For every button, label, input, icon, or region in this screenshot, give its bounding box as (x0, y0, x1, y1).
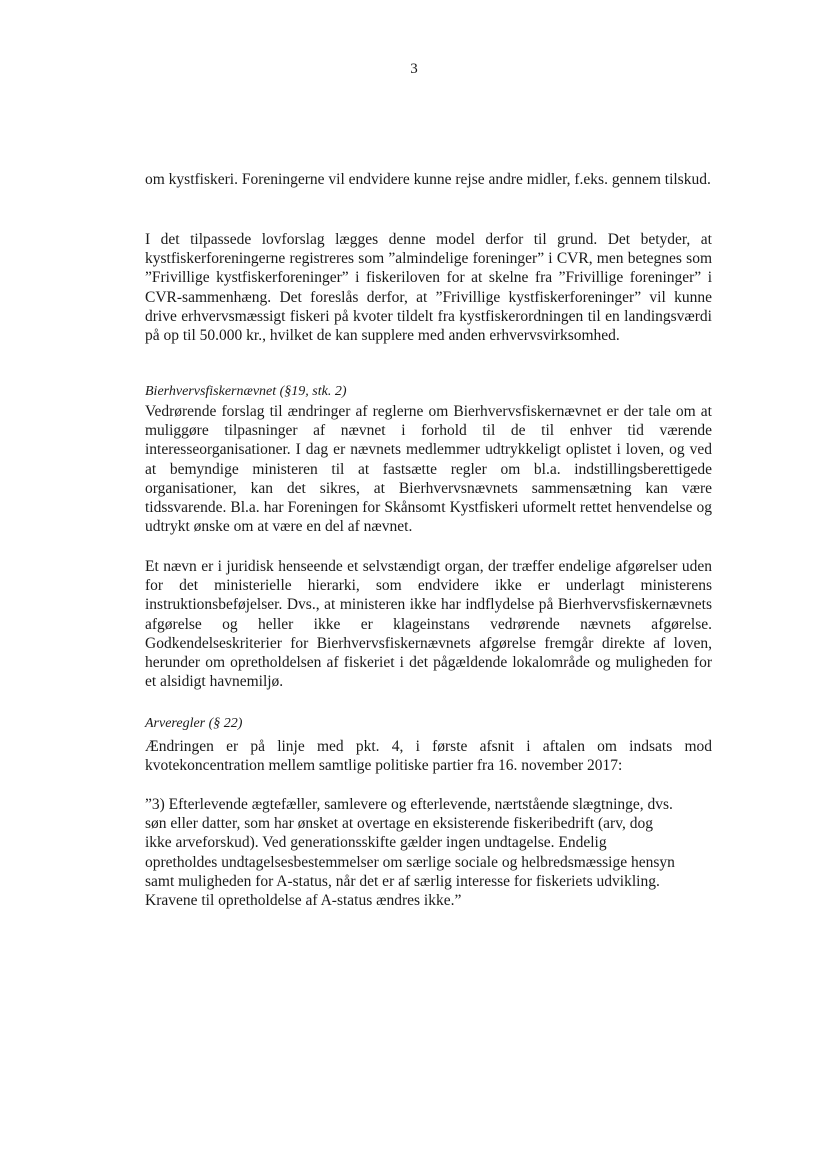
paragraph-3: Vedrørende forslag til ændringer af reglerne om Bierhvervsfiskernævnet er der tale om at muliggøre tilpasninger af nævnet i forhold til de til enhver tid værende interesseorganisationer. I dag er nævnets medlemmer udtrykkeligt oplistet i loven, og ved at bemyndige ministeren til at fastsætte regler om bl.a. indstillingsberettigede organisationer, kan det sikres, at Bierhvervsnævnets sammensætning kan være tidssvarende. Bl.a. har Foreningen for Skånsomt Kystfiskeri uformelt rettet henvendelse og udtrykt ønske om at være en del af nævnet. (145, 403, 712, 536)
quote-line: søn eller datter, som har ønsket at overtage en eksisterende fiskeribedrift (arv, dog (145, 815, 653, 833)
quote-line: ”3) Efterlevende ægtefæller, samlevere og efterlevende, nærtstående slægtninge, dvs. (145, 796, 673, 813)
quote-line: Kravene til opretholdelse af A-status ændres ikke.” (145, 892, 462, 910)
paragraph-4: Et nævn er i juridisk henseende et selvstændigt organ, der træffer endelige afgørelser uden for det ministerielle hierarki, som endvidere ikke er underlagt ministerens instruktionsbeføjelser. Dvs., at ministeren ikke har indflydelse på Bierhvervsfiskernævnets afgørelse og heller ikke er klageinstans vedrørende nævnets afgørelse. Godkendelseskriterier for Bierhvervsfiskernævnets afgørelse fremgår direkte af loven, herunder om opretholdelsen af fiskeriet i det pågældende lokalområde og muligheden for et alsidigt havnemiljø. (145, 558, 712, 691)
quoted-agreement-text (145, 795, 712, 910)
paragraph-2: I det tilpassede lovforslag lægges denne model derfor til grund. Det betyder, at kystfiskerforeningerne registreres som ”almindelige foreninger” i CVR, men betegnes som ”Frivillige kystfiskerforeninger” i fiskeriloven for at skelne fra ”Frivillige foreninger” i CVR-sammenhæng. Det foreslås derfor, at ”Frivillige kystfiskerforeninger” vil kunne drive erhvervsmæssigt fiskeri på kvoter tildelt fra kystfiskerordningen til en landingsværdi på op til 50.000 kr., hvilket de kan supplere med anden erhvervsvirksomhed. (145, 231, 712, 345)
section-heading-bierhvervsfiskernaevnet: Bierhvervsfiskernævnet (§19, stk. 2) (145, 384, 347, 399)
quote-line: opretholdes undtagelsesbestemmelser om særlige sociale og helbredsmæssige hensyn (145, 853, 675, 871)
page-number: 3 (410, 61, 418, 77)
quote-line: ikke arveforskud). Ved generationsskifte gælder ingen undtagelse. Endelig (145, 834, 607, 852)
paragraph-5: Ændringen er på linje med pkt. 4, i første afsnit i aftalen om indsats mod kvotekoncentration mellem samtlige politiske partier fra 16. november 2017: (145, 738, 712, 775)
paragraph-1: om kystfiskeri. Foreningerne vil endvidere kunne rejse andre midler, f.eks. gennem tilskud. (145, 171, 711, 188)
quote-line: samt muligheden for A-status, når det er af særlig interesse for fiskeriets udvikling. (145, 872, 660, 890)
section-heading-arveregler: Arveregler (§ 22) (145, 716, 243, 731)
